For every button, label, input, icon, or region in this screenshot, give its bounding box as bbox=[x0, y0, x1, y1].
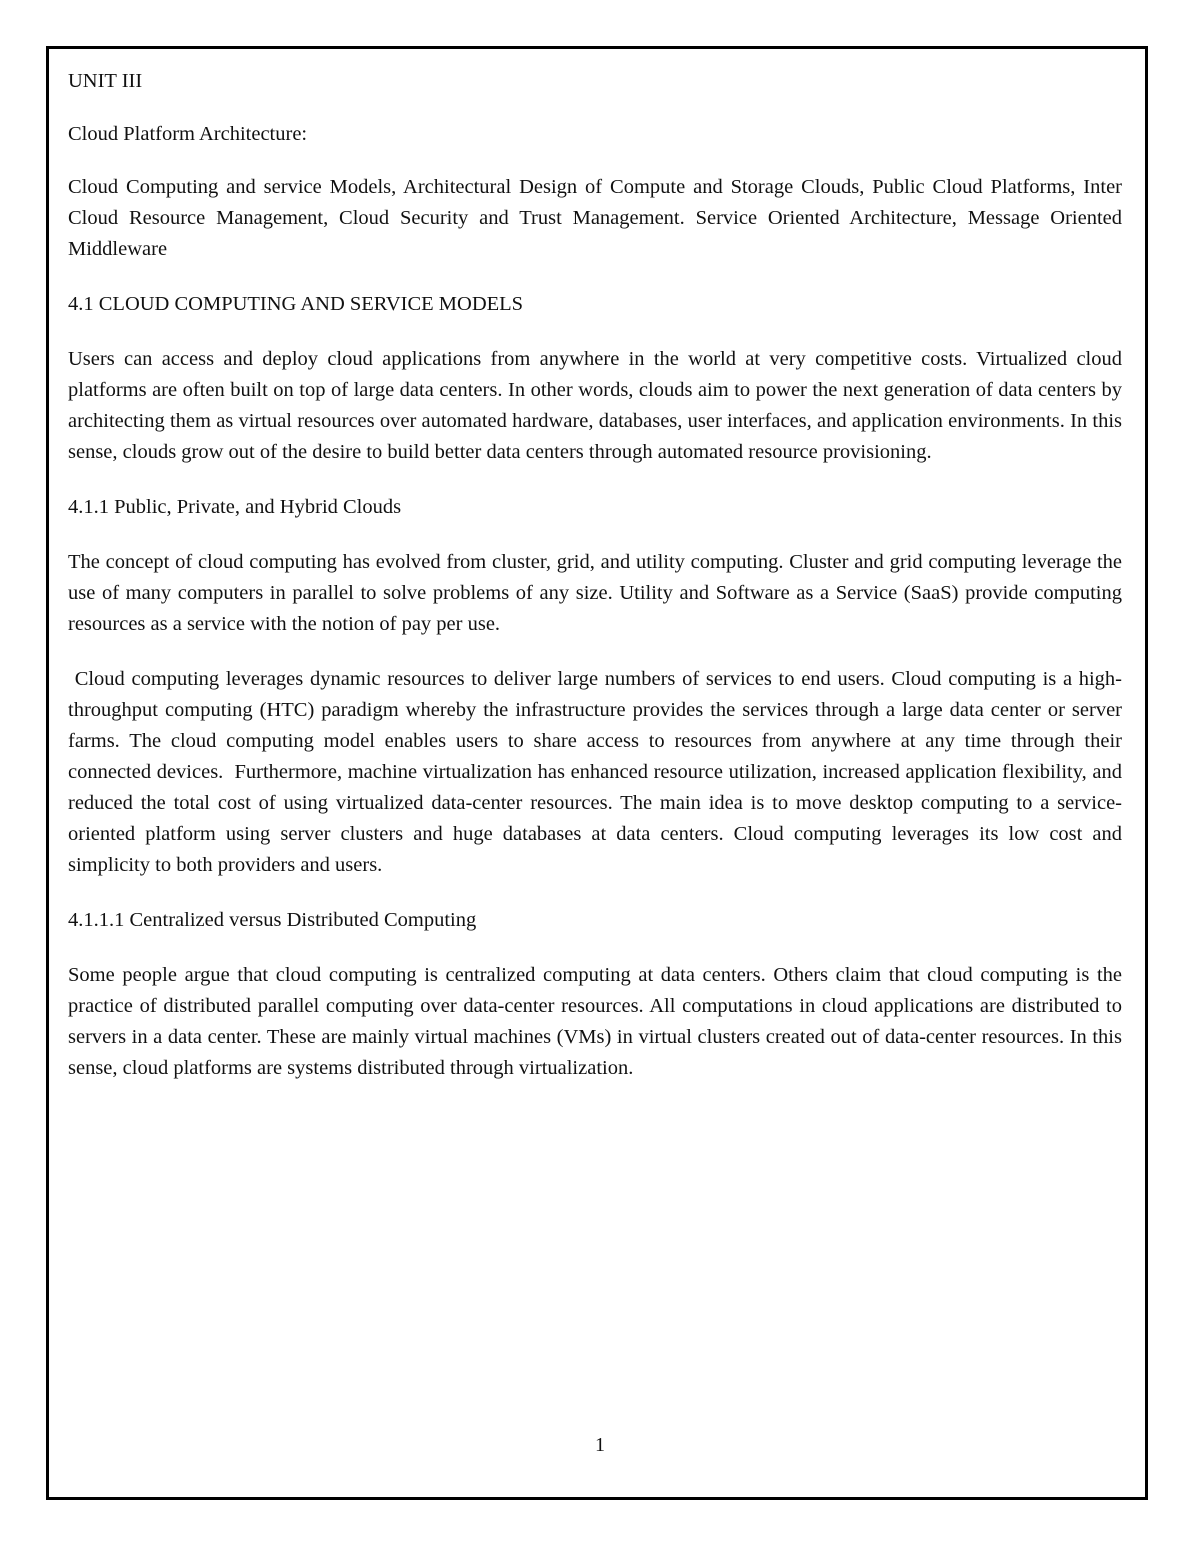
heading-4-1: 4.1 CLOUD COMPUTING AND SERVICE MODELS bbox=[68, 293, 524, 315]
page-number: 1 bbox=[595, 1434, 605, 1456]
syllabus-paragraph: Cloud Computing and service Models, Architectural Design of Compute and Storage Clouds, Public Cloud Platforms, Inter Cloud Resource Management, Cloud Security and Trust Management. Service Oriented Architecture, Message Oriented Middleware bbox=[68, 176, 1122, 260]
paragraph-4-1-1-b: Cloud computing leverages dynamic resources to deliver large numbers of services to end users. Cloud computing is a high-throughput computing (HTC) paradigm whereby the infrastructure provides the services through a large data center or server farms. The cloud computing model enables users to share access to resources from anywhere at any time through their connected devices. Furthermore, machine virtualization has enhanced resource utilization, increased application flexibility, and reduced the total cost of using virtualized data-center resources. The main idea is to move desktop computing to a service-oriented platform using server clusters and huge databases at data centers. Cloud computing leverages its low cost and simplicity to both providers and users. bbox=[68, 668, 1128, 876]
paragraph-4-1-1-1: Some people argue that cloud computing is centralized computing at data centers. Others claim that cloud computing is the practice of distributed parallel computing over data-center resources. All computations in cloud applications are distributed to servers in a data center. These are mainly virtual machines (VMs) in virtual clusters created out of data-center resources. In this sense, cloud platforms are systems distributed through virtualization. bbox=[68, 964, 1122, 1079]
section-title: Cloud Platform Architecture: bbox=[68, 123, 308, 145]
unit-title: UNIT III bbox=[68, 70, 143, 92]
paragraph-4-1-1-a: The concept of cloud computing has evolved from cluster, grid, and utility computing. Cluster and grid computing leverage the use of many computers in parallel to solve problems of any size. Utility and Software as a Service (SaaS) provide computing resources as a service with the notion of pay per use. bbox=[68, 551, 1122, 635]
heading-4-1-1: 4.1.1 Public, Private, and Hybrid Clouds bbox=[68, 496, 402, 518]
paragraph-4-1: Users can access and deploy cloud applications from anywhere in the world at very competitive costs. Virtualized cloud platforms are often built on top of large data centers. In other words, clouds aim to power the next generation of data centers by architecting them as virtual resources over automated hardware, databases, user interfaces, and application environments. In this sense, clouds grow out of the desire to build better data centers through automated resource provisioning. bbox=[68, 348, 1122, 463]
heading-4-1-1-1: 4.1.1.1 Centralized versus Distributed Computing bbox=[68, 909, 477, 931]
document-body bbox=[68, 66, 1128, 1084]
